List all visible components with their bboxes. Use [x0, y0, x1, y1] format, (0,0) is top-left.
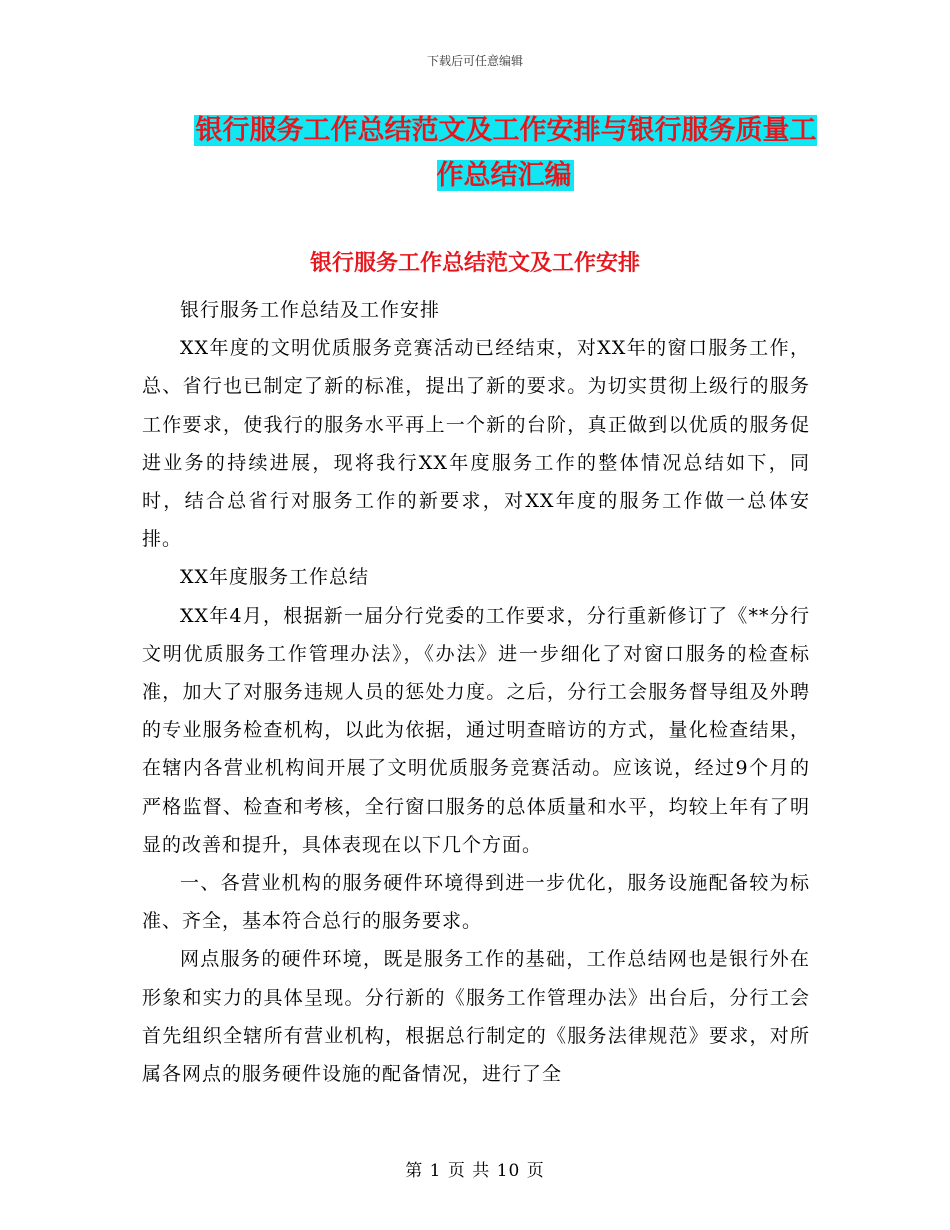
paragraph: 一、各营业机构的服务硬件环境得到进一步优化，服务设施配备较为标准、齐全，基本符合总行的服务要求。	[142, 872, 810, 933]
page-footer: 第 1 页 共 10 页	[405, 1161, 545, 1181]
header-note: 下载后可任意编辑	[426, 54, 523, 68]
paragraph: 网点服务的硬件环境，既是服务工作的基础，工作总结网也是银行外在形象和实力的具体呈现。分行新的《服务工作管理办法》出台后，分行工会首先组织全辖所有营业机构，根据总行制定的《服务法律规范》要求，对所属各网点的服务硬件设施的配备情况，进行了全	[142, 948, 810, 1086]
document-title-text: 银行服务工作总结范文及工作安排与银行服务质量工作总结汇编	[195, 115, 817, 191]
paragraph: XX年度的文明优质服务竞赛活动已经结束，对XX年的窗口服务工作，总、省行也已制定了新的标准，提出了新的要求。为切实贯彻上级行的服务工作要求，使我行的服务水平再上一个新的台阶，真正做到以优质的服务促进业务的持续进展，现将我行XX年度服务工作的整体情况总结如下，同时，结合总省行对服务工作的新要求，对XX年度的服务工作做一总体安排。	[142, 337, 810, 551]
document-title	[190, 108, 820, 198]
paragraph: 银行服务工作总结及工作安排	[180, 299, 441, 321]
section-title: 银行服务工作总结范文及工作安排	[309, 251, 640, 276]
paragraph: XX年度服务工作总结	[180, 566, 370, 589]
paragraph: XX年4月，根据新一届分行党委的工作要求，分行重新修订了《**分行文明优质服务工作管理办法》，《办法》进一步细化了对窗口服务的检查标准，加大了对服务违规人员的惩处力度。之后，分行工会服务督导组及外聘的专业服务检查机构，以此为依据，通过明查暗访的方式，量化检查结果，在辖内各营业机构间开展了文明优质服务竞赛活动。应该说，经过9个月的严格监督、检查和考核，全行窗口服务的总体质量和水平，均较上年有了明显的改善和提升，具体表现在以下几个方面。	[142, 604, 810, 856]
document-body	[142, 291, 810, 1093]
